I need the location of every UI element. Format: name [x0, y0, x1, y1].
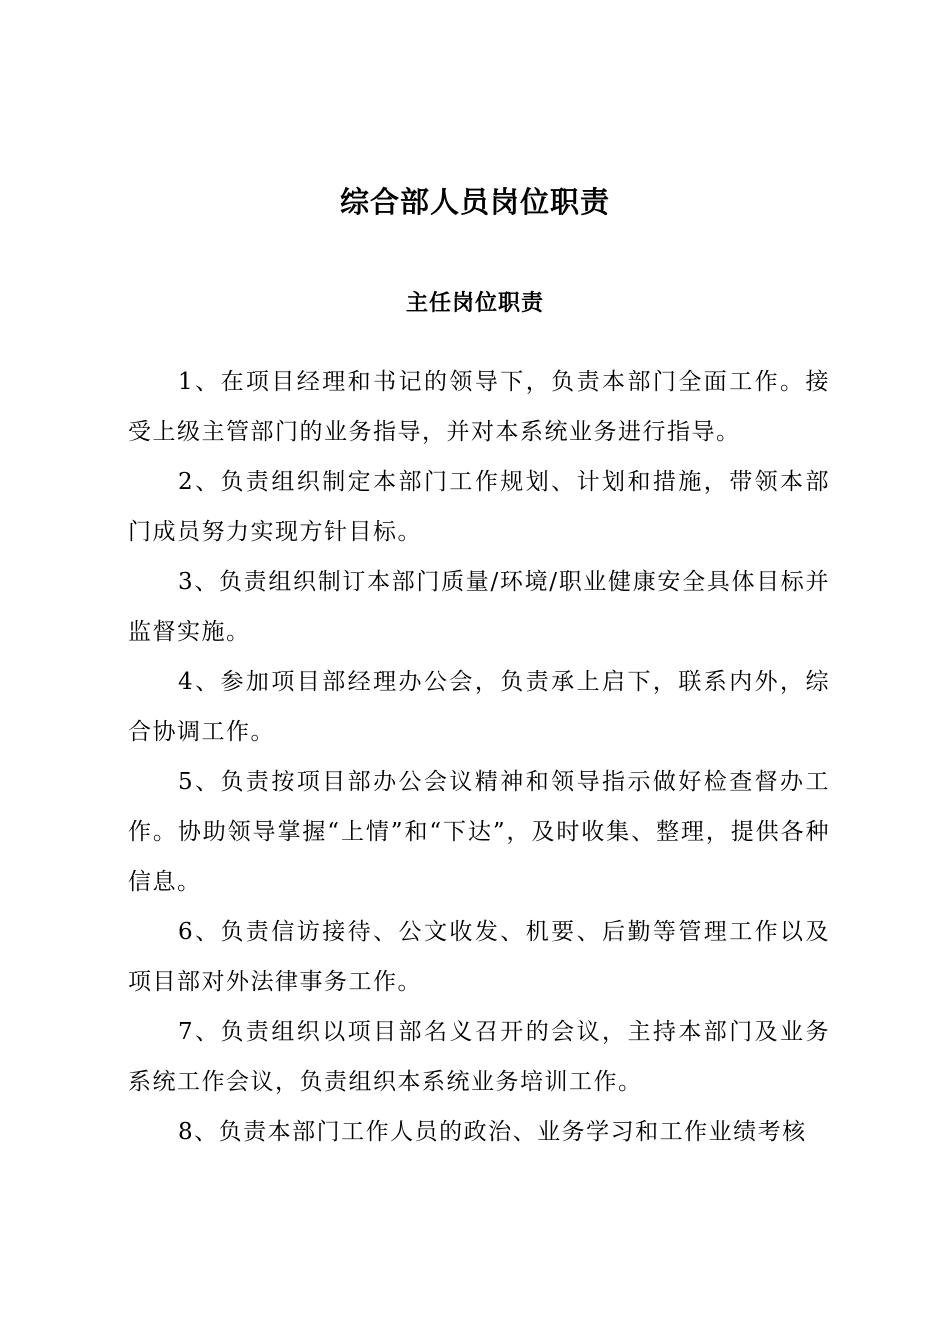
paragraph-4: 4、参加项目部经理办公会，负责承上启下，联系内外，综合协调工作。 [128, 669, 830, 745]
paragraph-8: 8、负责本部门工作人员的政治、业务学习和工作业绩考核 [178, 1119, 807, 1145]
paragraph-7: 7、负责组织以项目部名义召开的会议，主持本部门及业务系统工作会议，负责组织本系统业务培训工作。 [128, 1019, 830, 1095]
paragraph-2: 2、负责组织制定本部门工作规划、计划和措施，带领本部门成员努力实现方针目标。 [128, 469, 830, 545]
paragraph-3: 3、负责组织制订本部门质量/环境/职业健康安全具体目标并监督实施。 [128, 569, 830, 645]
paragraph-6: 6、负责信访接待、公文收发、机要、后勤等管理工作以及项目部对外法律事务工作。 [128, 919, 830, 995]
paragraph-5: 5、负责按项目部办公会议精神和领导指示做好检查督办工作。协助领导掌握“上情”和“下达”，及时收集、整理，提供各种信息。 [128, 769, 830, 895]
document-body [128, 357, 830, 1157]
section-title: 主任岗位职责 [405, 290, 544, 316]
paragraph-1: 1、在项目经理和书记的领导下，负责本部门全面工作。接受上级主管部门的业务指导，并对本系统业务进行指导。 [128, 369, 830, 445]
document-title: 综合部人员岗位职责 [339, 185, 610, 219]
